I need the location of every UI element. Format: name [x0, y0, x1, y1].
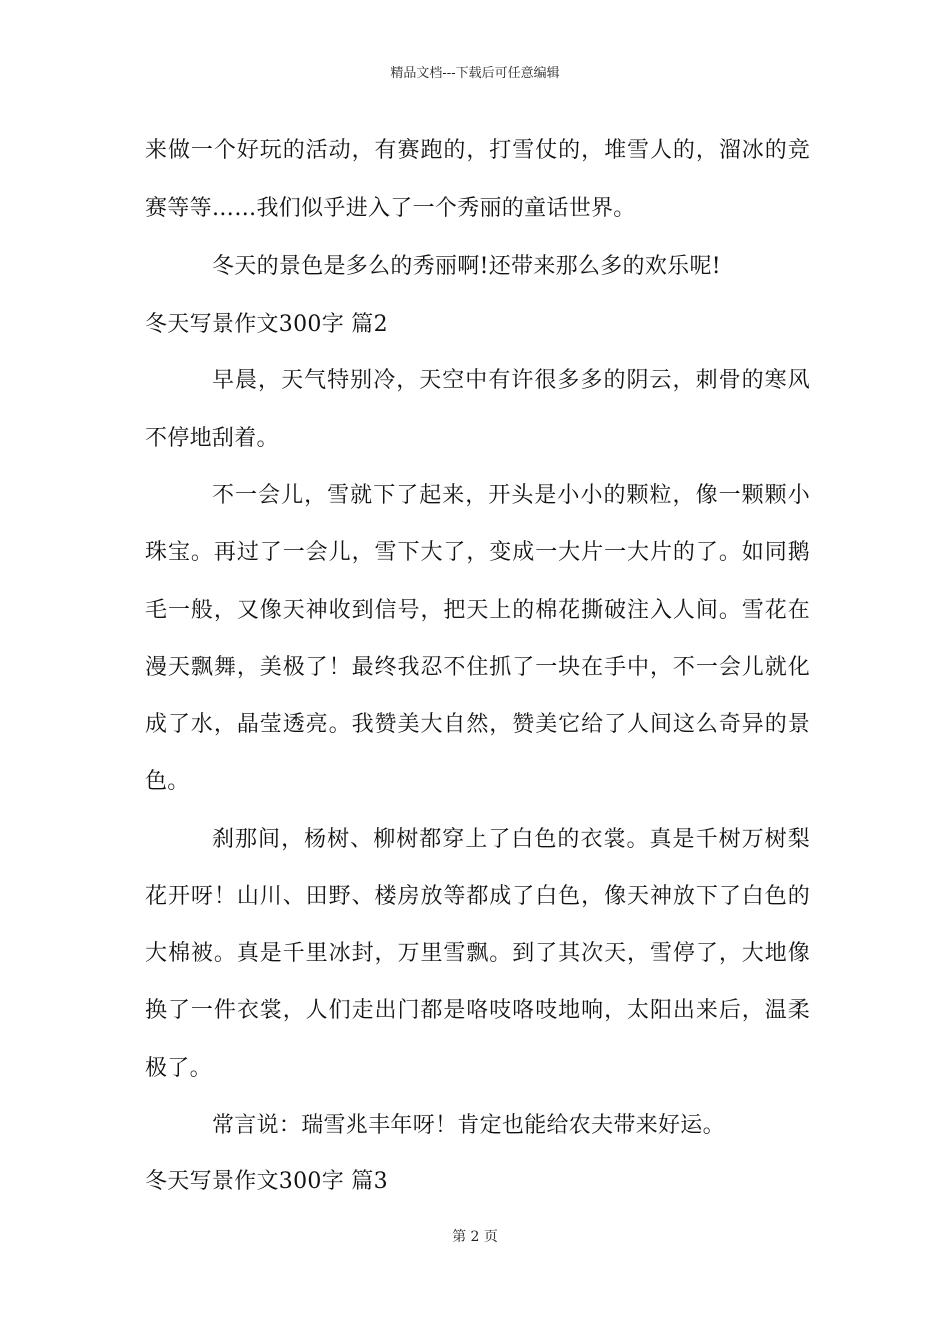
paragraph-line: 常言说：瑞雪兆丰年呀！肯定也能给农夫带来好运。	[212, 1113, 725, 1138]
paragraph-line: 珠宝。再过了一会儿，雪下大了，变成一大片一大片的了。如同鹅	[145, 540, 810, 565]
paragraph-line: 早晨，天气特别冷，天空中有许很多多的阴云，刺骨的寒风	[212, 368, 810, 393]
paragraph-line: 成了水，晶莹透亮。我赞美大自然，赞美它给了人间这么奇异的景	[145, 712, 810, 737]
page-header: 精品文档---下载后可任意编辑	[390, 66, 560, 81]
paragraph-line: 色。	[145, 769, 190, 794]
section-heading: 冬天写景作文300字 篇2	[145, 312, 388, 337]
paragraph-line: 极了。	[145, 1056, 212, 1081]
paragraph-line: 不一会儿，雪就下了起来，开头是小小的颗粒，像一颗颗小	[212, 483, 810, 508]
paragraph-line: 赛等等……我们似乎进入了一个秀丽的童话世界。	[145, 196, 636, 221]
paragraph-line: 大棉被。真是千里冰封，万里雪飘。到了其次天，雪停了，大地像	[145, 941, 810, 966]
paragraph-line: 毛一般，又像天神收到信号，把天上的棉花撕破注入人间。雪花在	[145, 598, 810, 623]
paragraph-line: 刹那间，杨树、柳树都穿上了白色的衣裳。真是千树万树梨	[212, 827, 810, 852]
section-heading: 冬天写景作文300字 篇3	[145, 1169, 388, 1194]
paragraph-line: 来做一个好玩的活动，有赛跑的，打雪仗的，堆雪人的，溜冰的竞	[145, 138, 810, 163]
paragraph-line: 冬天的景色是多么的秀丽啊!还带来那么多的欢乐呢!	[212, 254, 721, 279]
paragraph-line: 换了一件衣裳，人们走出门都是咯吱咯吱地响，太阳出来后，温柔	[145, 998, 810, 1023]
page-number: 第 2 页	[452, 1229, 498, 1245]
paragraph-line: 花开呀！山川、田野、楼房放等都成了白色，像天神放下了白色的	[145, 884, 810, 909]
paragraph-line: 不停地刮着。	[145, 426, 279, 451]
paragraph-line: 漫天飘舞，美极了！最终我忍不住抓了一块在手中，不一会儿就化	[145, 655, 810, 680]
